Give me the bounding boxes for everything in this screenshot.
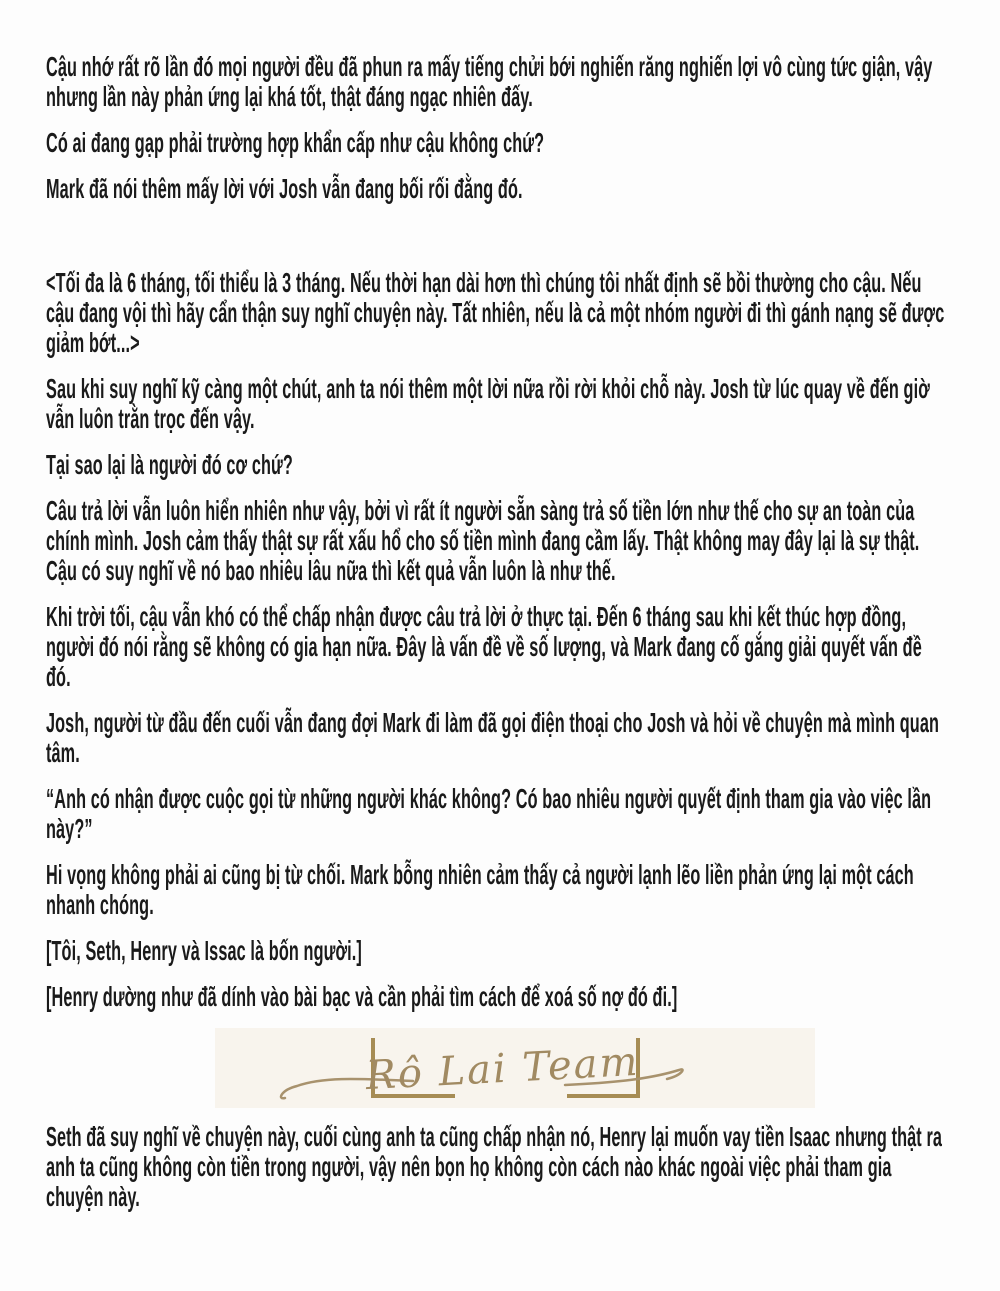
paragraph-bracketed-dialogue: <Tối đa là 6 tháng, tối thiểu là 3 tháng. Nếu thời hạn dài hơn thì chúng tôi nhất định sẽ bồi thường cho cậu. Nếu cậu đang vội thì hãy cẩn thận suy nghĩ chuyện này. Tất nhiên, nếu là cả một nhóm người đi thì gánh nạng sẽ được giảm bớt...> [46, 267, 945, 358]
signature-text: Rô Lai Team [364, 1038, 641, 1100]
paragraph: Câu trả lời vẫn luôn hiển nhiên như vậy, bởi vì rất ít người sẵn sàng trả số tiền lớn như thế cho sự an toàn của chính mình. Josh cảm thấy thật sự rất xấu hổ cho số tiền mình đang cầm lấy. Thật không may đây lại là sự thật. Cậu có suy nghĩ về nó bao nhiêu lâu nữa thì kết quả vẫn luôn là như thế. [46, 495, 920, 586]
paragraph-system-message: [Tôi, Seth, Henry và Issac là bốn người.] [46, 935, 362, 966]
paragraph: Tại sao lại là người đó cơ chứ? [46, 449, 293, 480]
paragraph: Cậu nhớ rất rõ lần đó mọi người đều đã phun ra mấy tiếng chửi bới nghiến răng nghiến lợi vô cùng tức giận, vậy nhưng lần này phản ứng lại khá tốt, thật đáng ngạc nhiên đấy. [46, 51, 933, 112]
paragraph: Mark đã nói thêm mấy lời với Josh vẫn đang bối rối đằng đó. [46, 173, 523, 204]
team-signature-graphic [215, 1028, 815, 1108]
team-signature-band [215, 1028, 815, 1108]
paragraph: Khi trời tối, cậu vẫn khó có thể chấp nhận được câu trả lời ở thực tại. Đến 6 tháng sau khi kết thúc hợp đồng, người đó nói rằng sẽ không có gia hạn nữa. Đây là vấn đề về số lượng, và Mark đang cố gắng giải quyết vấn đề đó. [46, 601, 922, 692]
paragraph: Sau khi suy nghĩ kỹ càng một chút, anh ta nói thêm một lời nữa rồi rời khỏi chỗ này. Josh từ lúc quay về đến giờ vẫn luôn trằn trọc đến vậy. [46, 373, 930, 434]
paragraph: Josh, người từ đầu đến cuối vẫn đang đợi Mark đi làm đã gọi điện thoại cho Josh và hỏi về chuyện mà mình quan tâm. [46, 707, 940, 768]
paragraph-system-message: [Henry dường như đã dính vào bài bạc và cần phải tìm cách để xoá số nợ đó đi.] [46, 981, 678, 1012]
paragraph: Seth đã suy nghĩ về chuyện này, cuối cùng anh ta cũng chấp nhận nó, Henry lại muốn vay tiền Isaac nhưng thật ra anh ta cũng không còn tiền trong người, vậy nên bọn họ không còn cách nào khác ngoài việc phải tham gia chuyện này. [46, 1121, 943, 1212]
paragraph: Có ai đang gạp phải trường hợp khẩn cấp như cậu không chứ? [46, 127, 545, 158]
paragraph-quote: “Anh có nhận được cuộc gọi từ những người khác không? Có bao nhiêu người quyết định tham gia vào việc lần này?” [46, 783, 932, 844]
paragraph: Hi vọng không phải ai cũng bị từ chối. Mark bỗng nhiên cảm thấy cả người lạnh lẽo liền phản ứng lại một cách nhanh chóng. [46, 859, 914, 920]
